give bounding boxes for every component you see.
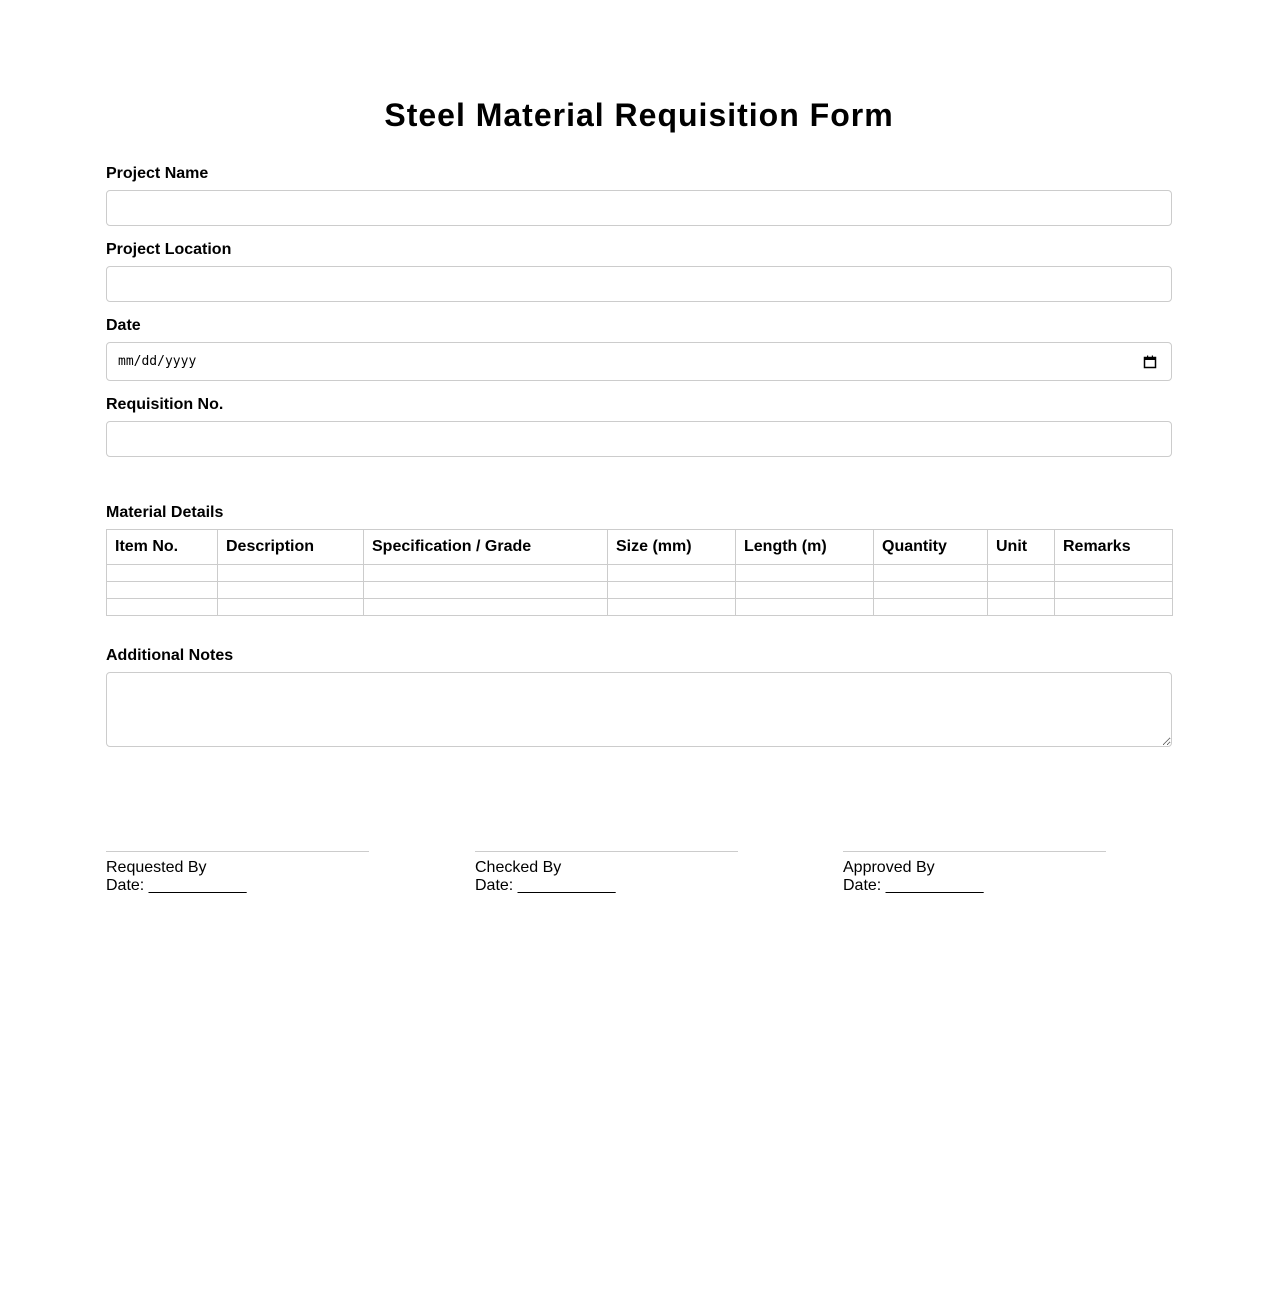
signature-role: Checked By xyxy=(475,859,562,876)
signature-role: Requested By xyxy=(106,859,207,876)
signature-block-requested xyxy=(106,851,369,895)
additional-notes-label: Additional Notes xyxy=(106,647,234,664)
table-cell[interactable] xyxy=(218,565,364,582)
table-cell[interactable] xyxy=(874,599,988,616)
table-cell[interactable] xyxy=(988,565,1055,582)
column-header-description: Description xyxy=(218,530,364,565)
signature-line xyxy=(843,851,1106,852)
signature-line xyxy=(475,851,738,852)
signature-role: Approved By xyxy=(843,859,935,876)
signature-date: Date: ___________ xyxy=(475,877,616,894)
signature-date: Date: ___________ xyxy=(843,877,984,894)
project-name-input[interactable] xyxy=(106,190,1172,226)
material-details-label: Material Details xyxy=(106,504,224,521)
table-cell[interactable] xyxy=(608,599,736,616)
date-input[interactable] xyxy=(106,342,1172,381)
project-name-label: Project Name xyxy=(106,165,209,182)
column-header-size: Size (mm) xyxy=(608,530,736,565)
project-location-label: Project Location xyxy=(106,241,232,258)
table-cell[interactable] xyxy=(364,582,608,599)
table-cell[interactable] xyxy=(364,565,608,582)
table-cell[interactable] xyxy=(107,582,218,599)
date-label: Date xyxy=(106,317,141,334)
table-cell[interactable] xyxy=(874,565,988,582)
requisition-no-input[interactable] xyxy=(106,421,1172,457)
table-header-row xyxy=(107,530,1173,565)
signature-line xyxy=(106,851,369,852)
table-row xyxy=(107,582,1173,599)
column-header-unit: Unit xyxy=(988,530,1055,565)
table-cell[interactable] xyxy=(988,599,1055,616)
table-cell[interactable] xyxy=(1055,582,1173,599)
signature-date: Date: ___________ xyxy=(106,877,247,894)
calendar-icon[interactable] xyxy=(1143,355,1157,369)
table-cell[interactable] xyxy=(107,599,218,616)
page-title: Steel Material Requisition Form xyxy=(384,97,894,133)
signature-block-checked xyxy=(475,851,738,895)
project-location-input[interactable] xyxy=(106,266,1172,302)
table-cell[interactable] xyxy=(874,582,988,599)
material-details-table xyxy=(106,529,1173,616)
column-header-quantity: Quantity xyxy=(874,530,988,565)
column-header-item-no: Item No. xyxy=(107,530,218,565)
requisition-no-label: Requisition No. xyxy=(106,396,224,413)
table-cell[interactable] xyxy=(107,565,218,582)
column-header-length: Length (m) xyxy=(736,530,874,565)
column-header-specification-grade: Specification / Grade xyxy=(364,530,608,565)
signature-block-approved xyxy=(843,851,1106,895)
additional-notes-textarea[interactable] xyxy=(106,672,1172,747)
table-cell[interactable] xyxy=(736,565,874,582)
table-cell[interactable] xyxy=(736,582,874,599)
date-placeholder: mm/dd/yyyy xyxy=(118,354,197,369)
table-cell[interactable] xyxy=(608,582,736,599)
table-cell[interactable] xyxy=(608,565,736,582)
table-cell[interactable] xyxy=(1055,565,1173,582)
table-cell[interactable] xyxy=(988,582,1055,599)
table-cell[interactable] xyxy=(218,582,364,599)
table-cell[interactable] xyxy=(364,599,608,616)
table-cell[interactable] xyxy=(218,599,364,616)
table-cell[interactable] xyxy=(1055,599,1173,616)
table-cell[interactable] xyxy=(736,599,874,616)
table-row xyxy=(107,565,1173,582)
column-header-remarks: Remarks xyxy=(1055,530,1173,565)
table-row xyxy=(107,599,1173,616)
